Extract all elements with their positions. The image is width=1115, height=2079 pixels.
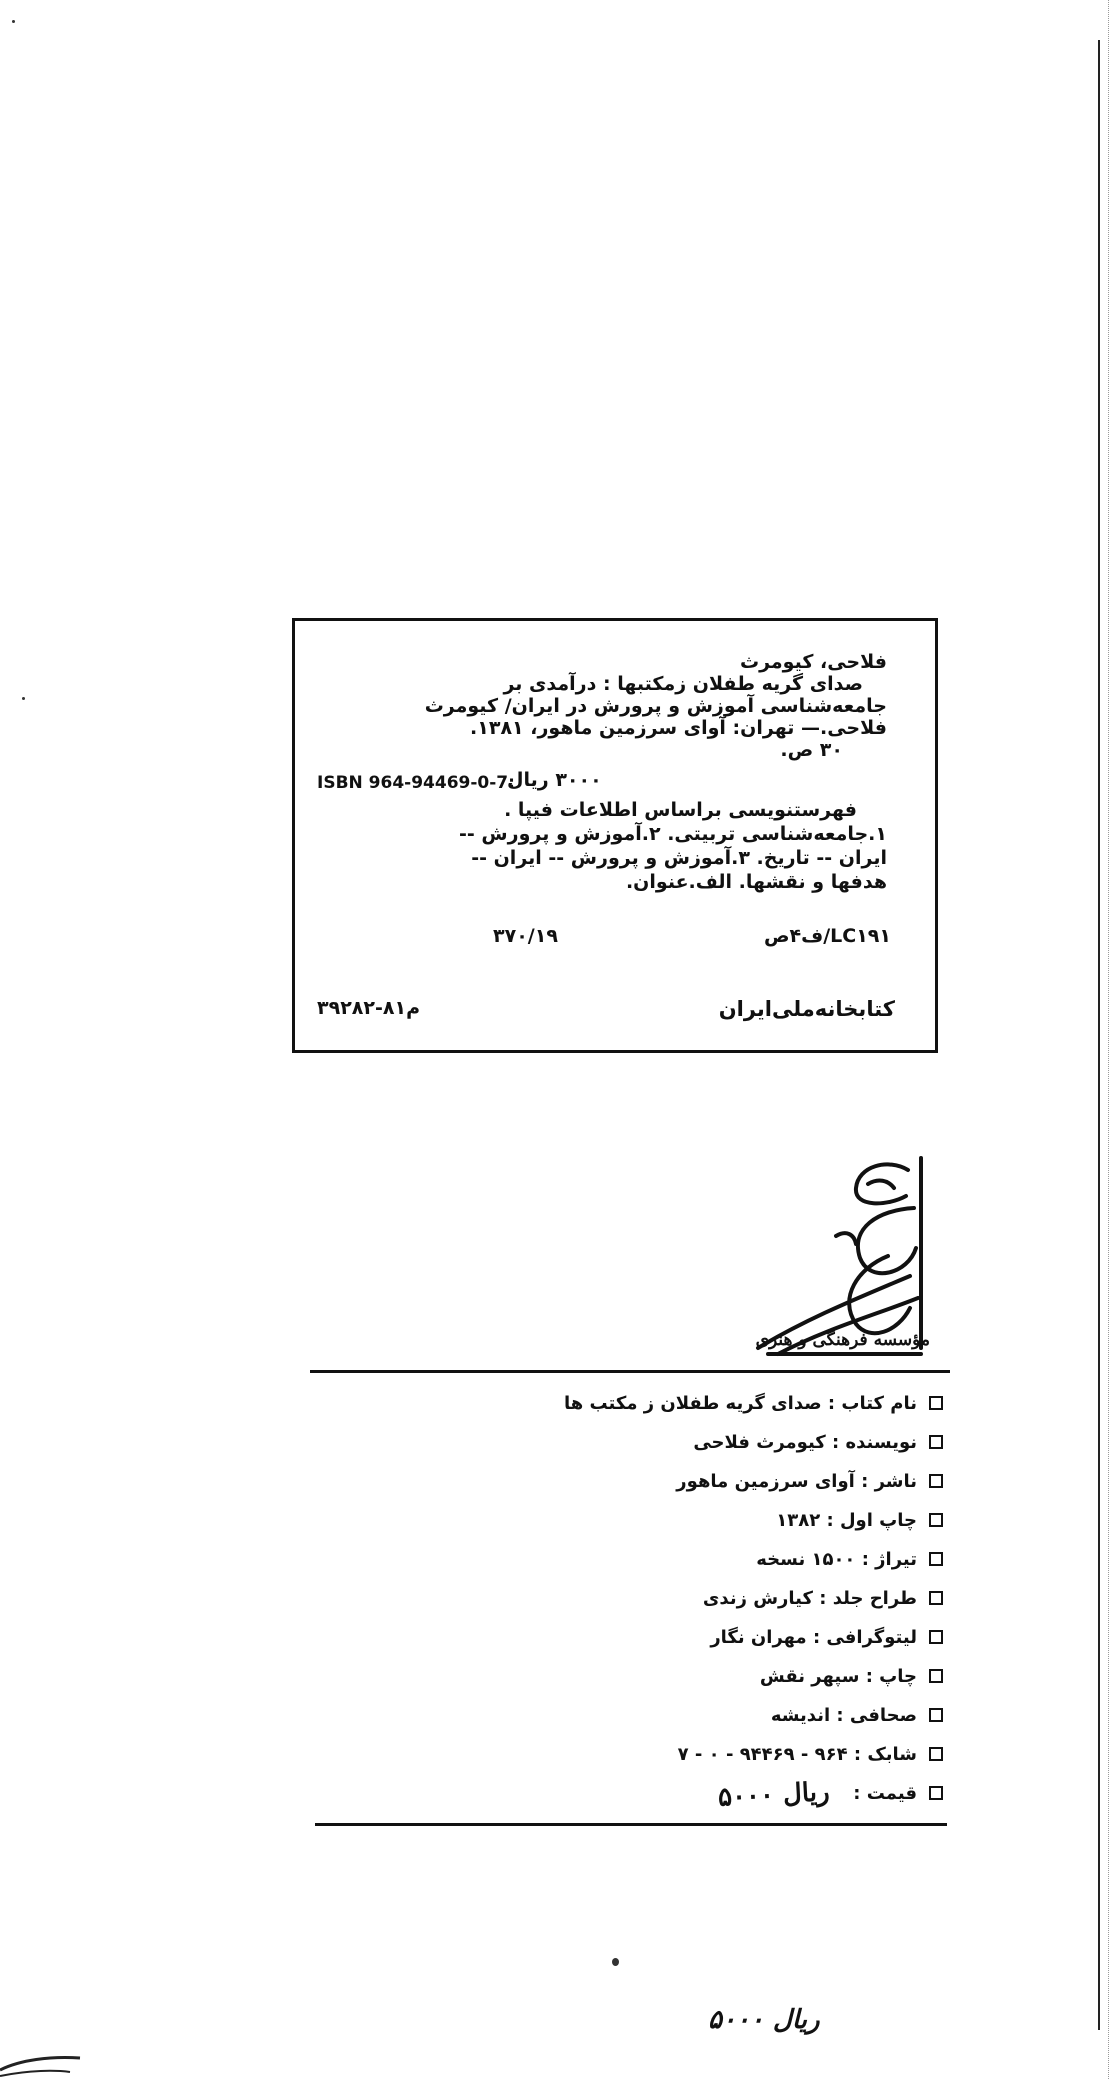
- cip-lc-class: LC۱۹۱/ف۴ص: [763, 925, 891, 947]
- colophon-label: ناشر: [874, 1470, 917, 1492]
- colophon-item-lithography: لیتوگرافی : مهران نگار: [710, 1624, 943, 1650]
- colophon-label: چاپ: [879, 1665, 917, 1687]
- colophon-value: آوای سرزمین ماهور: [676, 1470, 855, 1492]
- colophon-label: طراح جلد: [832, 1587, 917, 1609]
- square-bullet-icon: [929, 1630, 943, 1644]
- scan-speck: [22, 697, 25, 700]
- colophon-label: نام کتاب: [841, 1392, 917, 1414]
- colophon-value: اندیشه: [770, 1704, 831, 1726]
- colophon-value: ۱۵۰۰ نسخه: [756, 1548, 856, 1570]
- square-bullet-icon: [929, 1552, 943, 1566]
- price-stamp: ۵۰۰۰ ریال: [717, 1777, 831, 1813]
- colophon-label: صحافی: [849, 1704, 917, 1726]
- colophon-label: تیراژ: [875, 1548, 917, 1570]
- colophon-item-publisher: ناشر : آوای سرزمین ماهور: [676, 1468, 943, 1494]
- colophon-label: نویسنده: [845, 1431, 917, 1453]
- colophon-label: چاپ اول: [839, 1509, 917, 1531]
- page-edge-line: [1098, 40, 1100, 2030]
- colophon-item-edition: چاپ اول : ۱۳۸۲: [776, 1507, 943, 1533]
- publisher-logo: [738, 1148, 938, 1360]
- colophon-item-title: نام کتاب : صدای گریه طفلان ز مکتب ها: [564, 1390, 943, 1416]
- colophon-value: سپهر نقش: [759, 1665, 860, 1687]
- cip-record-number: م۸۱-۳۹۲۸۲: [317, 997, 421, 1019]
- colophon-value: کیارش زندی: [702, 1587, 813, 1609]
- cip-dewey: ۳۷۰/۱۹: [493, 925, 558, 947]
- logo-caption: مؤسسه فرهنگی و هنری: [755, 1330, 930, 1350]
- square-bullet-icon: [929, 1786, 943, 1800]
- square-bullet-icon: [929, 1669, 943, 1683]
- colophon-label: شابک: [867, 1743, 917, 1765]
- cip-subject-2: ایران -- تاریخ. ۳.آموزش و پرورش -- ایران --: [471, 847, 887, 869]
- handwritten-price: ۵۰۰۰ ریال: [708, 2005, 820, 2035]
- square-bullet-icon: [929, 1396, 943, 1410]
- colophon-value: ۱۳۸۲: [776, 1509, 821, 1531]
- square-bullet-icon: [929, 1591, 943, 1605]
- square-bullet-icon: [929, 1435, 943, 1449]
- colophon-item-printing: چاپ : سپهر نقش: [760, 1663, 943, 1689]
- square-bullet-icon: [929, 1474, 943, 1488]
- colophon-item-price: قیمت :: [853, 1780, 943, 1806]
- cip-title: صدای گریه طفلان زمکتبها : درآمدی بر: [503, 673, 863, 695]
- scan-speck: [612, 1958, 619, 1966]
- colophon-label: قیمت: [866, 1782, 917, 1804]
- cip-national-library: کتابخانه‌ملی‌ایران: [718, 997, 895, 1021]
- cip-subject-3: هدفها و نقشها. الف.عنوان.: [625, 871, 887, 893]
- square-bullet-icon: [929, 1513, 943, 1527]
- colophon-item-author: نویسنده : کیومرث فلاحی: [693, 1429, 943, 1455]
- colophon-item-cover-designer: طراح جلد : کیارش زندی: [703, 1585, 943, 1611]
- square-bullet-icon: [929, 1747, 943, 1761]
- cip-note: فهرستنویسی براساس اطلاعات فیپا .: [504, 799, 857, 821]
- colophon-item-binding: صحافی : اندیشه: [771, 1702, 943, 1728]
- cip-pages: ۳۰ ص.: [780, 739, 843, 761]
- colophon-value: صدای گریه طفلان ز مکتب ها: [563, 1392, 822, 1414]
- scan-speck: [12, 20, 15, 23]
- colophon-value: مهران نگار: [710, 1626, 807, 1648]
- divider-bottom: [315, 1823, 947, 1826]
- cip-isbn: ISBN 964-94469-0-7:: [317, 773, 515, 793]
- colophon-item-print-run: تیراژ : ۱۵۰۰ نسخه: [756, 1546, 943, 1572]
- cip-card: [292, 618, 938, 1053]
- colophon-value: کیومرث فلاحی: [693, 1431, 826, 1453]
- page-edge-dots: [1108, 0, 1110, 2079]
- corner-scan-mark: [0, 2040, 90, 2079]
- cip-subject-1: ۱.جامعه‌شناسی تربیتی. ۲.آموزش و پرورش --: [459, 823, 887, 845]
- cip-price: ۳۰۰۰ ریال: [507, 769, 602, 791]
- colophon-label: لیتوگرافی: [826, 1626, 917, 1648]
- cip-author: فلاحی، کیومرث: [739, 651, 887, 673]
- square-bullet-icon: [929, 1708, 943, 1722]
- cip-subtitle: جامعه‌شناسی آموزش و پرورش در ایران/ کیومرث: [424, 695, 887, 717]
- cip-imprint: فلاحی.— تهران: آوای سرزمین ماهور، ۱۳۸۱.: [470, 717, 887, 739]
- divider-top: [310, 1370, 950, 1373]
- colophon-value: ۹۶۴ - ۹۴۴۶۹ - ۰ - ۷: [677, 1743, 848, 1765]
- colophon-item-isbn: شابک : ۹۶۴ - ۹۴۴۶۹ - ۰ - ۷: [678, 1741, 943, 1767]
